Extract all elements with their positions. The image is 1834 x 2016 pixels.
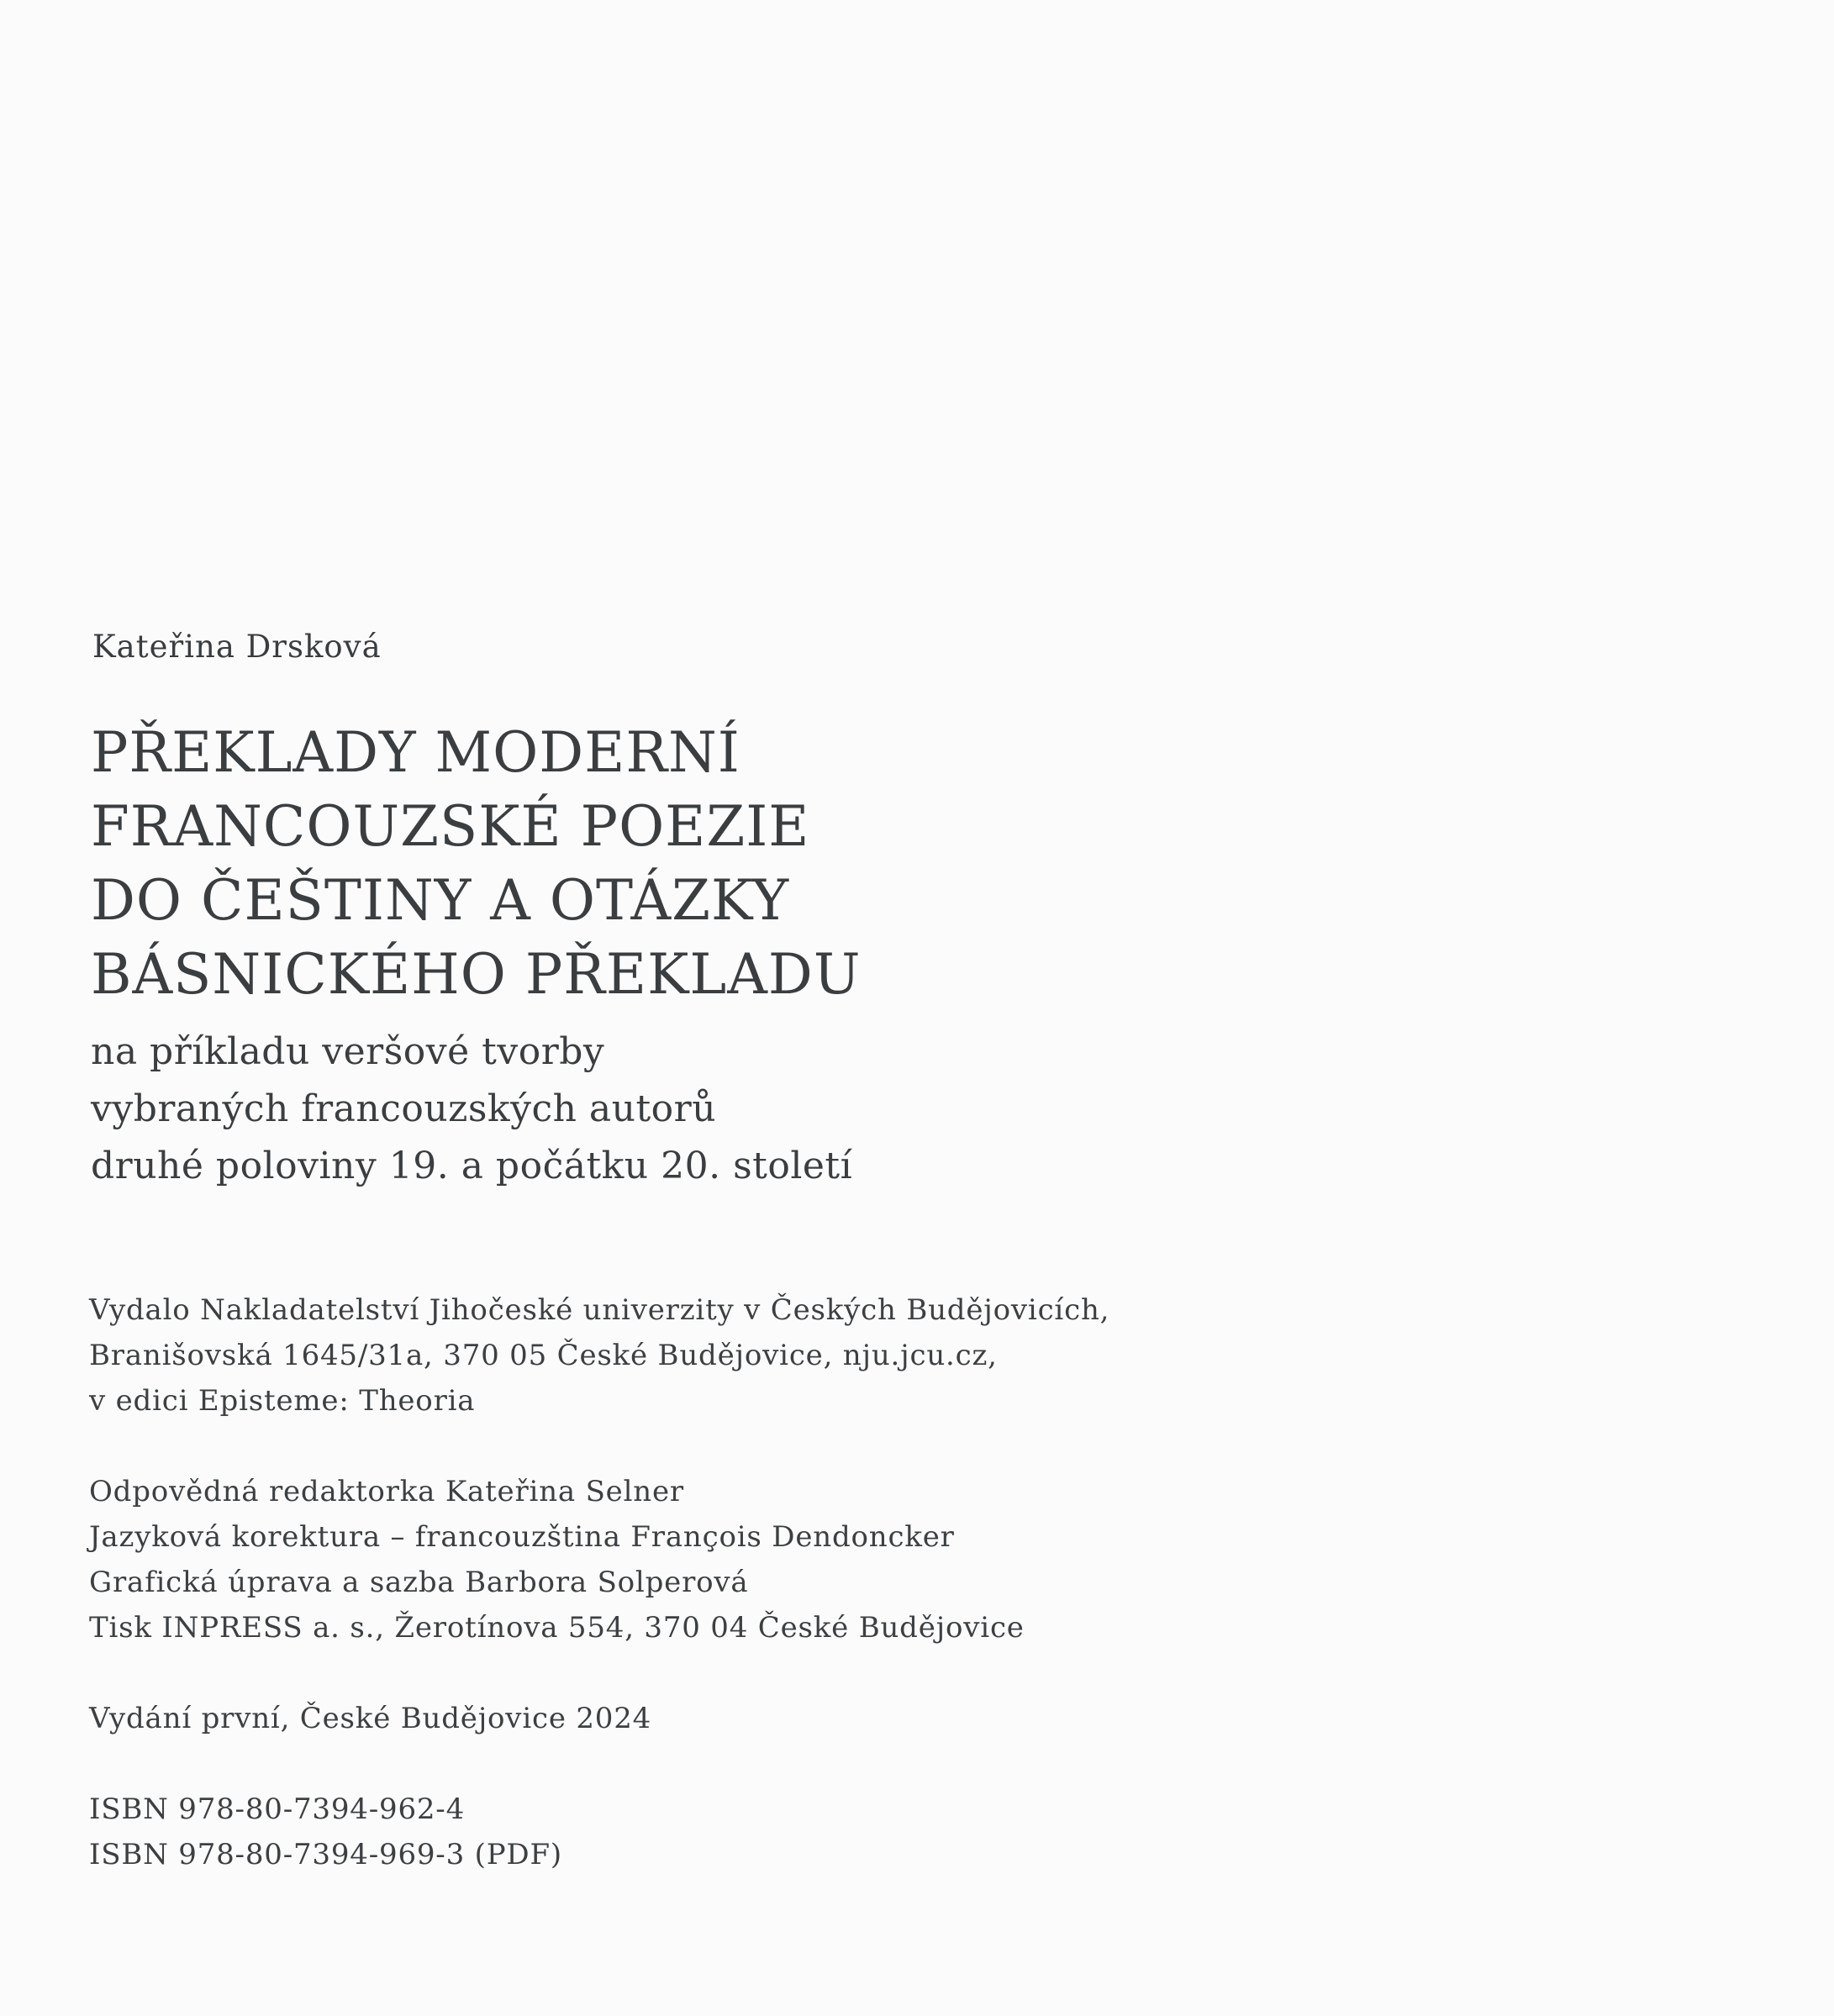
- isbn-line: ISBN 978-80-7394-962-4: [89, 1792, 466, 1826]
- isbn-line: ISBN 978-80-7394-969-3 (PDF): [89, 1838, 562, 1871]
- subtitle-line: vybraných francouzských autorů: [91, 1087, 717, 1130]
- book-title: [91, 716, 861, 1012]
- isbn-info: [89, 1787, 562, 1877]
- publisher-line: Branišovská 1645/31a, 370 05 České Budějovice, nju.jcu.cz,: [89, 1339, 998, 1372]
- title-line: DO ČEŠTINY A OTÁZKY: [91, 868, 790, 933]
- credit-line: Jazyková korektura – francouzština François Dendoncker: [89, 1520, 955, 1554]
- title-line: FRANCOUZSKÉ POEZIE: [91, 794, 810, 859]
- publisher-line: Vydalo Nakladatelství Jihočeské univerzity v Českých Budějovicích,: [89, 1293, 1110, 1327]
- publisher-line: v edici Episteme: Theoria: [89, 1384, 476, 1418]
- edition-line: Vydání první, České Budějovice 2024: [89, 1702, 652, 1735]
- credits: [89, 1469, 1025, 1650]
- title-line: BÁSNICKÉHO PŘEKLADU: [91, 942, 862, 1007]
- credit-line: Odpovědná redaktorka Kateřina Selner: [89, 1475, 684, 1508]
- author-name: Kateřina Drsková: [92, 629, 382, 665]
- credit-line: Grafická úprava a sazba Barbora Solperová: [89, 1566, 749, 1599]
- publisher-info: [89, 1287, 1109, 1424]
- subtitle-line: na příkladu veršové tvorby: [91, 1030, 605, 1073]
- edition-info: [89, 1696, 651, 1741]
- credit-line: Tisk INPRESS a. s., Žerotínova 554, 370 04 České Budějovice: [89, 1611, 1025, 1645]
- book-subtitle: [91, 1024, 852, 1195]
- title-line: PŘEKLADY MODERNÍ: [91, 720, 740, 785]
- subtitle-line: druhé poloviny 19. a počátku 20. století: [91, 1145, 853, 1187]
